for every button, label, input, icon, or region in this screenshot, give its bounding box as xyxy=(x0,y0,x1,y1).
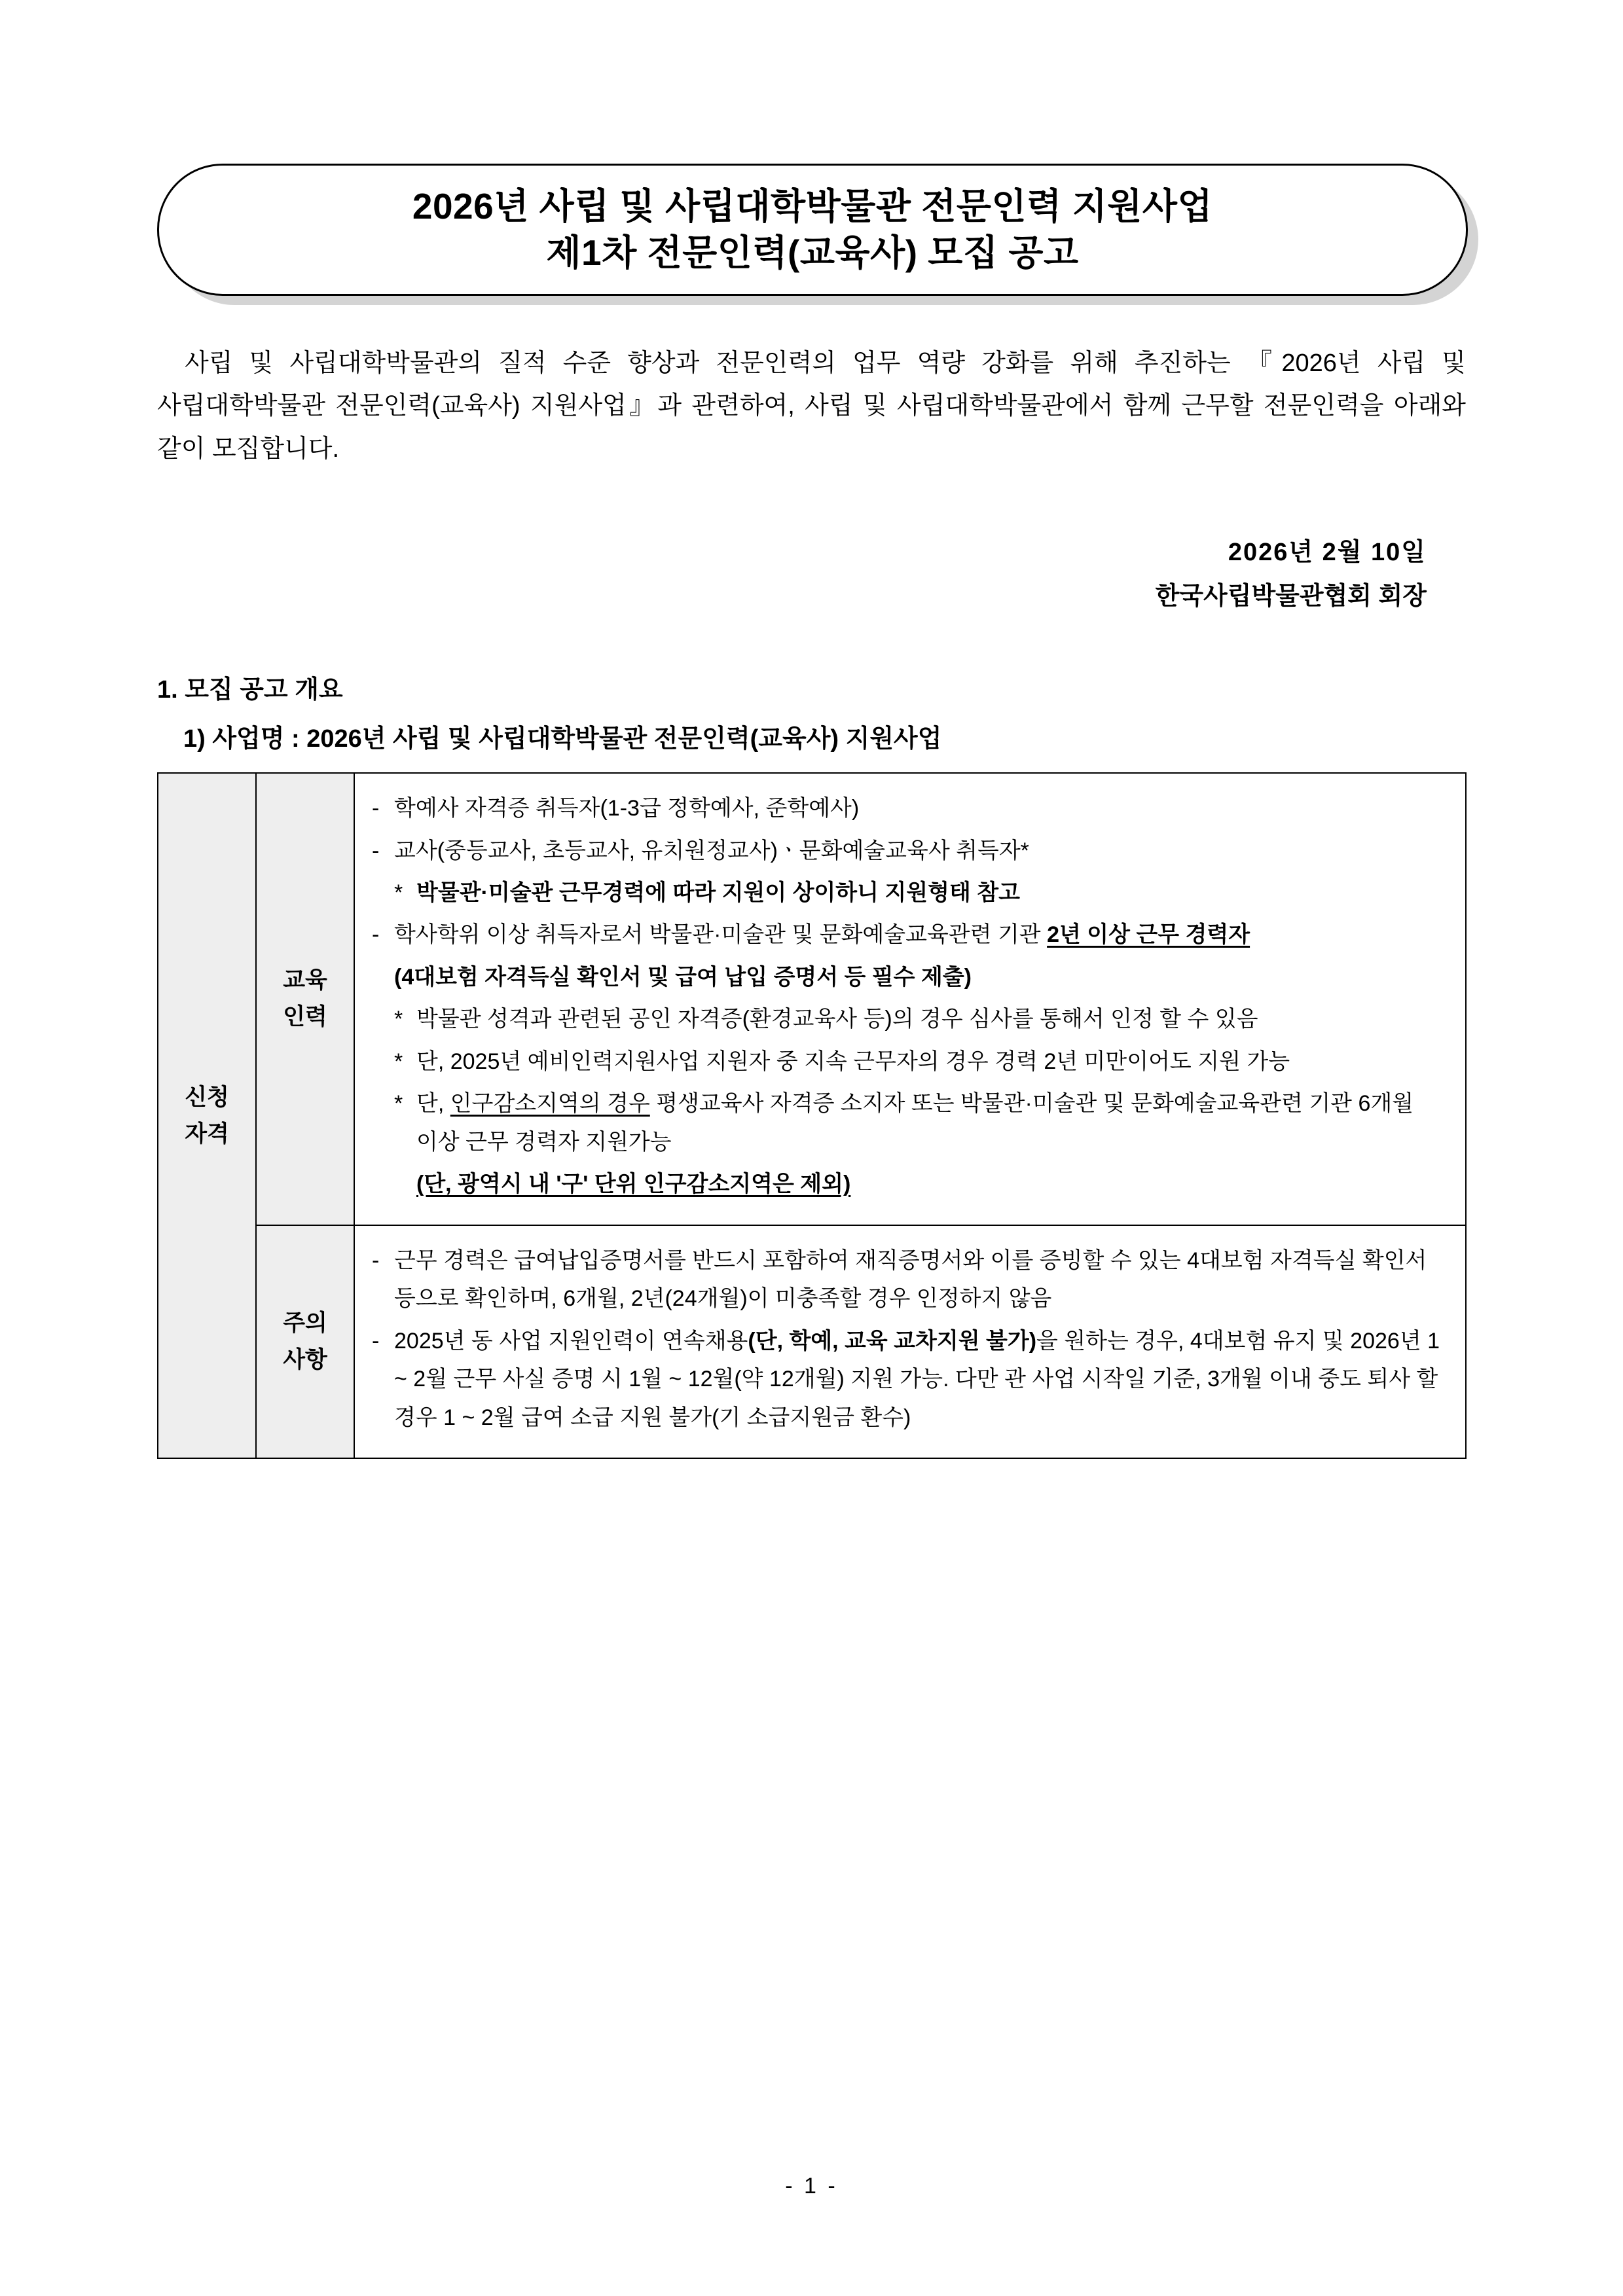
section-item-1-1: 1) 사업명 : 2026년 사립 및 사립대학박물관 전문인력(교육사) 지원사업 xyxy=(183,725,942,753)
group1-label-line-1: 교육 xyxy=(283,967,327,994)
list-item-text: 학예사 자격증 취득자(1-3급 정학예사, 준학예사) xyxy=(394,796,860,821)
row-header-line-2: 자격 xyxy=(185,1121,229,1147)
announcement-date: 2026년 2월 10일 xyxy=(1228,539,1427,567)
group1-label-line-2: 인력 xyxy=(283,1004,327,1030)
list-item-text-lead: 2025년 동 사업 지원인력이 연속채용 xyxy=(394,1328,748,1354)
row-header-line-1: 신청 xyxy=(185,1084,229,1110)
list-marker-none xyxy=(372,958,394,996)
page-number: - 1 - xyxy=(785,2174,838,2198)
list-item-text: 단, 2025년 예비인력지원사업 지원자 중 지속 근무자의 경우 경력 2년 미만이어도 지원 가능 xyxy=(416,1049,1290,1074)
list-marker-none xyxy=(394,1165,416,1203)
list-item xyxy=(372,789,1448,827)
list-item-text: 박물관 성격과 관련된 공인 자격증(환경교육사 등)의 경우 심사를 통해서 인정 할 수 있음 xyxy=(416,1007,1258,1032)
list-item-text: 교사(중등교사, 초등교사, 유치원정교사)ㆍ문화예술교육사 취득자* xyxy=(394,838,1029,863)
document-title-line-2: 제1차 전문인력(교육사) 모집 공고 xyxy=(546,232,1079,273)
list-marker-star: * xyxy=(394,1049,403,1074)
list-item-text-underline: 인구감소지역의 경우 xyxy=(450,1091,650,1117)
list-item xyxy=(394,1165,1448,1203)
list-item xyxy=(394,1043,1448,1081)
list-item-text: (단, 광역시 내 '구' 단위 인구감소지역은 제외) xyxy=(416,1172,851,1197)
title-banner-box xyxy=(157,164,1468,296)
list-item-text xyxy=(394,1322,1448,1437)
list-item xyxy=(394,1000,1448,1038)
group2-label-line-1: 주의 xyxy=(283,1310,327,1336)
group2-label-line-2: 사항 xyxy=(283,1346,327,1372)
list-item-text-emphasis: (단, 학예, 교육 교차지원 불가) xyxy=(748,1328,1037,1354)
table-row xyxy=(158,773,1466,1225)
list-item xyxy=(372,1242,1448,1318)
title-banner xyxy=(157,164,1467,304)
list-item xyxy=(394,874,1448,912)
list-item-text: 박물관·미술관 근무경력에 따라 지원이 상이하니 지원형태 참고 xyxy=(416,880,1020,906)
section-heading-1: 1. 모집 공고 개요 xyxy=(157,676,343,704)
list-marker-dash: - xyxy=(372,838,380,863)
issuing-organization: 한국사립박물관협회 회장 xyxy=(1155,582,1427,610)
table-group2-label-cell xyxy=(256,1225,354,1458)
list-item-text xyxy=(394,916,1448,954)
list-item-text: 근무 경력은 급여납입증명서를 반드시 포함하여 재직증명서와 이를 증빙할 수 있는 4대보험 자격득실 확인서 등으로 확인하며, 6개월, 2년(24개월)이 미충족할 경우 인정하지 않음 xyxy=(394,1247,1427,1312)
list-marker-star: * xyxy=(394,1091,403,1117)
list-marker-dash: - xyxy=(372,1247,380,1273)
table-group1-label-cell xyxy=(256,773,354,1225)
list-marker-star: * xyxy=(394,1007,403,1032)
intro-text: 사립 및 사립대학박물관의 질적 수준 향상과 전문인력의 업무 역량 강화를 위해 추진하는 『2026년 사립 및 사립대학박물관 전문인력(교육사) 지원사업』과 관련하여, 사립 및 사립대학박물관에서 함께 근무할 전문인력을 아래와 같이 모집합니다. xyxy=(157,350,1466,463)
list-item-text-tail: 평생교육사 자격증 소지자 또는 박물관·미술관 및 문화예술교육관련 기관 6개월 이상 근무 경력자 지원가능 xyxy=(416,1091,1414,1155)
list-marker-star: * xyxy=(394,880,403,906)
list-item-text-emphasis: 2년 이상 근무 경력자 xyxy=(1047,922,1250,948)
list-item xyxy=(394,1085,1448,1161)
table-row-header-cell xyxy=(158,773,256,1458)
list-marker-dash: - xyxy=(372,796,380,821)
table-group1-content-cell xyxy=(354,773,1466,1225)
signature-block xyxy=(157,531,1466,618)
table-row xyxy=(158,1225,1466,1458)
list-item xyxy=(372,916,1448,954)
table-group2-content-cell xyxy=(354,1225,1466,1458)
list-item xyxy=(372,832,1448,870)
list-marker-dash: - xyxy=(372,1328,380,1354)
list-item-text-tail: 을 원하는 경우, 4대보험 유지 및 2026년 1 ~ 2월 근무 사실 증명 시 1월 ~ 12월(약 12개월) 지원 가능. 다만 관 사업 시작일 기준, 3개월 이내 중도 퇴사 할 경우 1 ~ 2월 급여 소급 지원 불가(기 소급지원금 환수) xyxy=(394,1328,1440,1430)
list-item xyxy=(372,958,1448,996)
list-marker-dash: - xyxy=(372,922,380,948)
document-title-line-1: 2026년 사립 및 사립대학박물관 전문인력 지원사업 xyxy=(412,185,1213,226)
list-item-text xyxy=(416,1085,1448,1161)
list-item-text-lead: 단, xyxy=(416,1091,450,1117)
list-item-text: (4대보험 자격득실 확인서 및 급여 납입 증명서 등 필수 제출) xyxy=(394,964,972,990)
list-item-text-lead: 학사학위 이상 취득자로서 박물관·미술관 및 문화예술교육관련 기관 xyxy=(394,922,1048,948)
list-item xyxy=(372,1322,1448,1437)
intro-paragraph xyxy=(157,342,1466,471)
qualification-table xyxy=(157,772,1467,1459)
